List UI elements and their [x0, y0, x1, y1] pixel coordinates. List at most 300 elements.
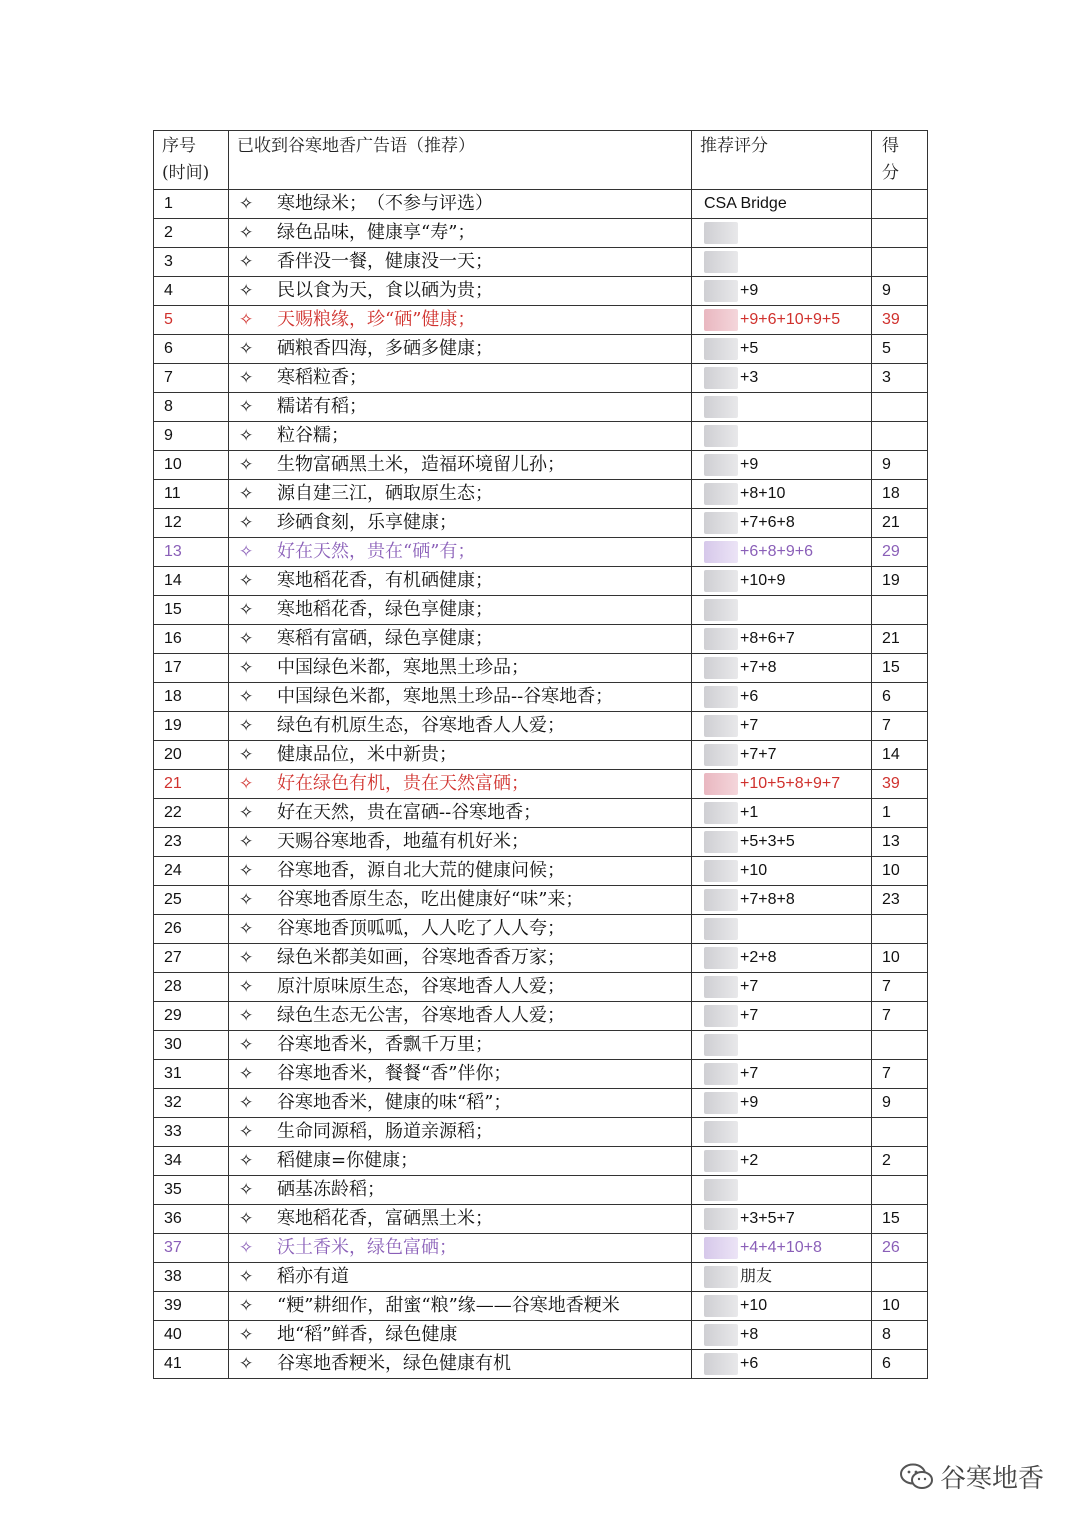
bullet-icon: ✧: [239, 919, 254, 939]
bullet-icon: ✧: [239, 803, 254, 823]
bullet-icon: ✧: [239, 832, 254, 852]
redacted-name-block: [704, 541, 738, 563]
row-number: 29: [154, 1002, 229, 1031]
row-slogan-cell: [229, 364, 692, 393]
row-slogan-text: 绿色米都美如画，谷寒地香香万家；: [277, 947, 565, 968]
redacted-name-block: [704, 396, 738, 418]
bullet-icon: ✧: [239, 1180, 254, 1200]
row-recommend-cell: [692, 393, 872, 422]
table-row: [154, 1118, 928, 1147]
row-slogan-text: 寒地稻花香，富硒黑土米；: [277, 1208, 493, 1229]
row-slogan-cell: [229, 451, 692, 480]
row-recommend-cell: [692, 915, 872, 944]
row-recommend-text: +5: [740, 340, 759, 357]
row-recommend-cell: [692, 1292, 872, 1321]
redacted-name-block: [704, 802, 738, 824]
watermark: [900, 1458, 1044, 1495]
redacted-name-block: [704, 454, 738, 476]
slogan-score-sheet: [153, 130, 927, 1379]
row-slogan-cell: [229, 1321, 692, 1350]
row-slogan-cell: [229, 1234, 692, 1263]
redacted-name-block: [704, 860, 738, 882]
bullet-icon: ✧: [239, 745, 254, 765]
row-recommend-text: +7+8+8: [740, 891, 795, 908]
redacted-name-block: [704, 367, 738, 389]
row-slogan-cell: [229, 1205, 692, 1234]
table-row: [154, 277, 928, 306]
redacted-name-block: [704, 947, 738, 969]
row-slogan-text: 原汁原味原生态，谷寒地香人人爱；: [277, 976, 565, 997]
header-recommend: [692, 131, 872, 190]
bullet-icon: ✧: [239, 194, 254, 214]
row-slogan-text: 好在绿色有机，贵在天然富硒；: [277, 773, 529, 794]
row-slogan-text: 稻健康=你健康；: [277, 1150, 419, 1171]
row-slogan-cell: [229, 625, 692, 654]
row-recommend-cell: [692, 799, 872, 828]
row-recommend-text: +6: [740, 1355, 759, 1372]
row-number: 41: [154, 1350, 229, 1379]
bullet-icon: ✧: [239, 1354, 254, 1374]
row-slogan-text: 谷寒地香原生态，吃出健康好“味”来；: [277, 889, 584, 910]
row-number: 14: [154, 567, 229, 596]
bullet-icon: ✧: [239, 716, 254, 736]
row-slogan-cell: [229, 799, 692, 828]
bullet-icon: ✧: [239, 542, 254, 562]
row-recommend-cell: [692, 741, 872, 770]
table-row: [154, 1002, 928, 1031]
row-slogan-text: 生命同源稻，肠道亲源稻；: [277, 1121, 493, 1142]
table-row: [154, 480, 928, 509]
row-recommend-text: 朋友: [740, 1268, 773, 1285]
redacted-name-block: [704, 628, 738, 650]
row-score: 9: [872, 451, 928, 480]
table-row: [154, 422, 928, 451]
bullet-icon: ✧: [239, 281, 254, 301]
row-slogan-cell: [229, 596, 692, 625]
header-slogan-text: 已收到谷寒地香广告语（推荐）: [237, 136, 475, 156]
table-row: [154, 248, 928, 277]
table-row: [154, 1321, 928, 1350]
row-slogan-cell: [229, 1147, 692, 1176]
table-row: [154, 1350, 928, 1379]
bullet-icon: ✧: [239, 977, 254, 997]
redacted-name-block: [704, 425, 738, 447]
bullet-icon: ✧: [239, 658, 254, 678]
table-row: [154, 567, 928, 596]
row-recommend-cell: [692, 1089, 872, 1118]
row-slogan-text: 谷寒地香米，香飘千万里；: [277, 1034, 493, 1055]
row-number: 6: [154, 335, 229, 364]
row-slogan-text: 民以食为天，食以硒为贵；: [277, 280, 493, 301]
row-slogan-text: 寒稻粒香；: [277, 367, 367, 388]
row-number: 13: [154, 538, 229, 567]
row-number: 27: [154, 944, 229, 973]
bullet-icon: ✧: [239, 1296, 254, 1316]
row-slogan-cell: [229, 219, 692, 248]
row-score: 15: [872, 1205, 928, 1234]
wechat-icon: [900, 1463, 934, 1491]
table-row: [154, 741, 928, 770]
table-row: [154, 538, 928, 567]
row-recommend-cell: [692, 1321, 872, 1350]
row-recommend-text: +3+5+7: [740, 1210, 795, 1227]
row-recommend-text: +4+4+10+8: [740, 1239, 822, 1256]
row-score: 10: [872, 857, 928, 886]
row-number: 10: [154, 451, 229, 480]
table-row: [154, 944, 928, 973]
redacted-name-block: [704, 570, 738, 592]
row-recommend-text: +7+6+8: [740, 514, 795, 531]
table-row: [154, 393, 928, 422]
row-score: [872, 596, 928, 625]
redacted-name-block: [704, 976, 738, 998]
row-slogan-cell: [229, 393, 692, 422]
row-number: 40: [154, 1321, 229, 1350]
row-slogan-cell: [229, 335, 692, 364]
header-slogan: [229, 131, 692, 190]
row-number: 1: [154, 190, 229, 219]
redacted-name-block: [704, 1237, 738, 1259]
table-body: [154, 190, 928, 1379]
row-recommend-text: +10+5+8+9+7: [740, 775, 841, 792]
row-slogan-cell: [229, 973, 692, 1002]
row-score: [872, 915, 928, 944]
row-number: 5: [154, 306, 229, 335]
row-slogan-cell: [229, 1118, 692, 1147]
row-score: 21: [872, 625, 928, 654]
row-score: 29: [872, 538, 928, 567]
bullet-icon: ✧: [239, 397, 254, 417]
row-score: 39: [872, 306, 928, 335]
row-recommend-cell: [692, 277, 872, 306]
row-slogan-text: 健康品位，米中新贵；: [277, 744, 457, 765]
row-number: 20: [154, 741, 229, 770]
row-score: 19: [872, 567, 928, 596]
header-score-text: 得 分: [882, 136, 899, 183]
row-slogan-cell: [229, 857, 692, 886]
row-number: 16: [154, 625, 229, 654]
table-row: [154, 219, 928, 248]
bullet-icon: ✧: [239, 252, 254, 272]
bullet-icon: ✧: [239, 426, 254, 446]
row-score: 3: [872, 364, 928, 393]
row-slogan-text: 粒谷糯；: [277, 425, 349, 446]
redacted-name-block: [704, 1266, 738, 1288]
row-recommend-cell: [692, 683, 872, 712]
row-number: 23: [154, 828, 229, 857]
row-slogan-cell: [229, 886, 692, 915]
row-recommend-cell: [692, 886, 872, 915]
bullet-icon: ✧: [239, 1093, 254, 1113]
redacted-name-block: [704, 773, 738, 795]
row-number: 4: [154, 277, 229, 306]
row-slogan-text: 中国绿色米都，寒地黑土珍品；: [277, 657, 529, 678]
row-recommend-cell: [692, 538, 872, 567]
row-slogan-text: 天赐谷寒地香，地蕴有机好米；: [277, 831, 529, 852]
row-slogan-text: 好在天然，贵在富硒--谷寒地香；: [277, 802, 542, 823]
redacted-name-block: [704, 222, 738, 244]
row-number: 9: [154, 422, 229, 451]
row-number: 3: [154, 248, 229, 277]
row-recommend-text: +2: [740, 1152, 759, 1169]
row-number: 2: [154, 219, 229, 248]
redacted-name-block: [704, 512, 738, 534]
row-recommend-cell: [692, 654, 872, 683]
row-recommend-cell: [692, 596, 872, 625]
row-number: 21: [154, 770, 229, 799]
row-slogan-cell: [229, 828, 692, 857]
table-row: [154, 306, 928, 335]
table-row: [154, 1176, 928, 1205]
bullet-icon: ✧: [239, 1122, 254, 1142]
row-recommend-cell: [692, 190, 872, 219]
row-slogan-text: 谷寒地香顶呱呱，人人吃了人人夸；: [277, 918, 565, 939]
row-recommend-cell: [692, 1031, 872, 1060]
row-number: 38: [154, 1263, 229, 1292]
row-recommend-text: +10+9: [740, 572, 786, 589]
header-recommend-text: 推荐评分: [700, 136, 768, 156]
row-number: 25: [154, 886, 229, 915]
bullet-icon: ✧: [239, 223, 254, 243]
header-score: [872, 131, 928, 190]
row-recommend-text: +7+8: [740, 659, 777, 676]
row-slogan-cell: [229, 277, 692, 306]
bullet-icon: ✧: [239, 948, 254, 968]
row-score: 18: [872, 480, 928, 509]
bullet-icon: ✧: [239, 890, 254, 910]
row-number: 32: [154, 1089, 229, 1118]
watermark-text: 谷寒地香: [939, 1464, 1044, 1494]
row-slogan-cell: [229, 654, 692, 683]
row-slogan-text: 地“稻”鲜香，绿色健康: [277, 1324, 458, 1345]
row-slogan-text: 好在天然，贵在“硒”有；: [277, 541, 476, 562]
redacted-name-block: [704, 280, 738, 302]
row-slogan-text: 天赐粮缘，珍“硒”健康；: [277, 309, 476, 330]
row-recommend-cell: [692, 364, 872, 393]
row-slogan-cell: [229, 944, 692, 973]
table-row: [154, 857, 928, 886]
bullet-icon: ✧: [239, 774, 254, 794]
row-score: 26: [872, 1234, 928, 1263]
row-slogan-cell: [229, 422, 692, 451]
table-row: [154, 190, 928, 219]
row-number: 26: [154, 915, 229, 944]
row-slogan-text: 沃土香米，绿色富硒；: [277, 1237, 457, 1258]
row-slogan-text: 硒粮香四海，多硒多健康；: [277, 338, 493, 359]
row-slogan-cell: [229, 1292, 692, 1321]
table-row: [154, 828, 928, 857]
row-slogan-cell: [229, 1176, 692, 1205]
row-number: 7: [154, 364, 229, 393]
row-score: 13: [872, 828, 928, 857]
table-row: [154, 1205, 928, 1234]
row-number: 34: [154, 1147, 229, 1176]
redacted-name-block: [704, 657, 738, 679]
table-row: [154, 335, 928, 364]
row-recommend-cell: [692, 770, 872, 799]
row-number: 12: [154, 509, 229, 538]
row-slogan-cell: [229, 712, 692, 741]
row-slogan-text: 寒地稻花香，有机硒健康；: [277, 570, 493, 591]
row-number: 31: [154, 1060, 229, 1089]
bullet-icon: ✧: [239, 687, 254, 707]
row-recommend-cell: [692, 335, 872, 364]
row-score: [872, 248, 928, 277]
table-row: [154, 770, 928, 799]
row-recommend-cell: [692, 1147, 872, 1176]
redacted-name-block: [704, 1208, 738, 1230]
redacted-name-block: [704, 715, 738, 737]
row-slogan-text: 稻亦有道: [277, 1266, 349, 1287]
row-score: 1: [872, 799, 928, 828]
redacted-name-block: [704, 309, 738, 331]
redacted-name-block: [704, 1295, 738, 1317]
row-number: 19: [154, 712, 229, 741]
redacted-name-block: [704, 1005, 738, 1027]
row-recommend-text: +1: [740, 804, 759, 821]
row-recommend-text: +8+10: [740, 485, 786, 502]
row-slogan-cell: [229, 509, 692, 538]
redacted-name-block: [704, 744, 738, 766]
row-recommend-cell: [692, 451, 872, 480]
row-recommend-text: +8: [740, 1326, 759, 1343]
redacted-name-block: [704, 1353, 738, 1375]
row-slogan-cell: [229, 915, 692, 944]
bullet-icon: ✧: [239, 368, 254, 388]
row-recommend-text: +2+8: [740, 949, 777, 966]
row-recommend-cell: [692, 1060, 872, 1089]
row-slogan-text: “粳”耕细作，甜蜜“粮”缘——谷寒地香粳米: [277, 1295, 620, 1316]
table-row: [154, 654, 928, 683]
row-score: [872, 190, 928, 219]
row-slogan-text: 珍硒食刻，乐享健康；: [277, 512, 457, 533]
row-score: 9: [872, 1089, 928, 1118]
bullet-icon: ✧: [239, 1325, 254, 1345]
row-score: 39: [872, 770, 928, 799]
row-recommend-text: +7+7: [740, 746, 777, 763]
table-row: [154, 625, 928, 654]
row-recommend-text: +9+6+10+9+5: [740, 311, 841, 328]
row-slogan-text: 寒稻有富硒，绿色享健康；: [277, 628, 493, 649]
redacted-name-block: [704, 1121, 738, 1143]
bullet-icon: ✧: [239, 1267, 254, 1287]
row-slogan-cell: [229, 480, 692, 509]
row-slogan-cell: [229, 1350, 692, 1379]
row-score: 15: [872, 654, 928, 683]
table-row: [154, 596, 928, 625]
table-row: [154, 973, 928, 1002]
bullet-icon: ✧: [239, 513, 254, 533]
row-recommend-cell: [692, 1118, 872, 1147]
row-slogan-cell: [229, 683, 692, 712]
row-score: 23: [872, 886, 928, 915]
table-row: [154, 1031, 928, 1060]
row-slogan-text: 绿色品味，健康享“寿”；: [277, 222, 476, 243]
bullet-icon: ✧: [239, 1035, 254, 1055]
row-number: 36: [154, 1205, 229, 1234]
row-score: 9: [872, 277, 928, 306]
row-score: 8: [872, 1321, 928, 1350]
row-slogan-text: 寒地绿米； （不参与评选）: [277, 193, 493, 214]
row-recommend-text: +6: [740, 688, 759, 705]
row-recommend-cell: [692, 1350, 872, 1379]
row-recommend-text: +5+3+5: [740, 833, 795, 850]
row-slogan-cell: [229, 1089, 692, 1118]
row-score: [872, 422, 928, 451]
row-recommend-cell: [692, 625, 872, 654]
row-slogan-text: 谷寒地香米，健康的味“稻”；: [277, 1092, 512, 1113]
bullet-icon: ✧: [239, 1006, 254, 1026]
row-score: 5: [872, 335, 928, 364]
row-number: 18: [154, 683, 229, 712]
row-recommend-cell: [692, 480, 872, 509]
row-number: 39: [154, 1292, 229, 1321]
bullet-icon: ✧: [239, 861, 254, 881]
row-score: 6: [872, 1350, 928, 1379]
row-score: [872, 1031, 928, 1060]
row-recommend-text: +7: [740, 1007, 759, 1024]
row-score: 2: [872, 1147, 928, 1176]
row-recommend-text: +9: [740, 456, 759, 473]
row-recommend-cell: [692, 509, 872, 538]
row-recommend-cell: [692, 567, 872, 596]
row-slogan-cell: [229, 770, 692, 799]
row-recommend-text: +7: [740, 717, 759, 734]
row-score: 21: [872, 509, 928, 538]
row-recommend-text: +6+8+9+6: [740, 543, 813, 560]
row-slogan-cell: [229, 741, 692, 770]
row-slogan-text: 糯诺有稻；: [277, 396, 367, 417]
row-recommend-cell: [692, 857, 872, 886]
row-recommend-text: +7: [740, 1065, 759, 1082]
row-slogan-cell: [229, 1060, 692, 1089]
bullet-icon: ✧: [239, 1064, 254, 1084]
redacted-name-block: [704, 599, 738, 621]
table-row: [154, 1292, 928, 1321]
row-recommend-cell: [692, 944, 872, 973]
redacted-name-block: [704, 686, 738, 708]
row-recommend-text: +9: [740, 282, 759, 299]
row-slogan-text: 中国绿色米都，寒地黑土珍品--谷寒地香；: [277, 686, 614, 707]
redacted-name-block: [704, 889, 738, 911]
row-recommend-text: +10: [740, 1297, 768, 1314]
row-recommend-cell: [692, 1234, 872, 1263]
row-slogan-cell: [229, 1263, 692, 1292]
row-recommend-text: CSA Bridge: [704, 195, 787, 212]
row-score: [872, 393, 928, 422]
row-number: 35: [154, 1176, 229, 1205]
table-row: [154, 1263, 928, 1292]
row-number: 8: [154, 393, 229, 422]
row-recommend-cell: [692, 248, 872, 277]
row-score: 10: [872, 1292, 928, 1321]
row-score: [872, 1263, 928, 1292]
row-recommend-cell: [692, 1002, 872, 1031]
redacted-name-block: [704, 1179, 738, 1201]
bullet-icon: ✧: [239, 484, 254, 504]
redacted-name-block: [704, 483, 738, 505]
row-slogan-text: 硒基冻龄稻；: [277, 1179, 385, 1200]
row-recommend-cell: [692, 422, 872, 451]
row-score: 7: [872, 1060, 928, 1089]
table-row: [154, 683, 928, 712]
table-row: [154, 712, 928, 741]
row-slogan-text: 谷寒地香，源自北大荒的健康问候；: [277, 860, 565, 881]
redacted-name-block: [704, 251, 738, 273]
bullet-icon: ✧: [239, 1209, 254, 1229]
row-number: 37: [154, 1234, 229, 1263]
table-row: [154, 1234, 928, 1263]
